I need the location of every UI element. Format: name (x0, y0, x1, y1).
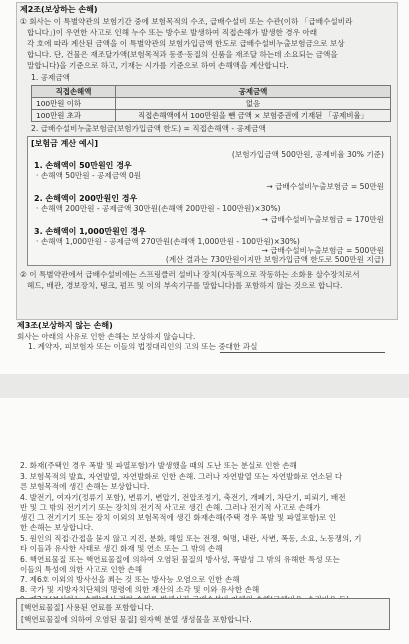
table-row (32, 98, 391, 110)
exclusion-item: 2. 화재(주택인 경우 폭발 및 파열포함)가 발생했을 때의 도난 또는 분실로 인한 손해 (20, 461, 297, 470)
calc-case-heading: 3. 손해액이 1,000만원인 경우 (34, 227, 146, 236)
exclusion-item: 른 보험목적에 생긴 손해는 보상합니다. (20, 482, 150, 491)
calc-result: → 급배수설비누출보험금 = 170만원 (261, 215, 384, 224)
article-2-paragraph-2-line: 헤드, 배관, 경보장치, 탱크, 펌프 및 이의 부속기구를 말합니다)를 포함하지 않는 것으로 합니다. (27, 281, 343, 290)
table-header-cell: 공제금액 (116, 86, 391, 98)
definition-box (16, 598, 390, 630)
definition-line: [핵연료물질에 의하여 오염된 물질] 원자핵 분열 생성물을 포함합니다. (21, 615, 252, 624)
definition-line: [핵연료물질] 사용된 연료를 포함합니다. (21, 603, 154, 612)
item-payout-formula: 2. 급배수설비누출보험금(보험가입금액 한도) = 직접손해액 - 공제금액 (31, 124, 266, 133)
table-cell: 직접손해액에서 100만원을 뺀 금액 × 보험증권에 기재된 「공제비율」 (116, 110, 391, 122)
exclusion-item: 6. 핵연료물질 또는 핵연료물질에 의하여 오염된 물질의 방사성, 폭발성 그 밖의 유해한 특성 또는 (20, 555, 340, 564)
article-2-paragraph-2-line: ② 이 특별약관에서 급배수설비에는 스프링클러 설비나 장치(자동적으로 작동하는 소화용 살수장치로서 (20, 270, 360, 279)
table-header-row (32, 86, 391, 98)
calc-basis: (보험가입금액 500만원, 공제비율 30% 기준) (231, 150, 384, 159)
divider-line (220, 352, 385, 353)
calc-case-heading: 2. 손해액이 200만원인 경우 (34, 194, 138, 203)
section-article-2 (16, 2, 398, 320)
exclusion-item: 8. 국가 및 지방자치단체의 명령에 의한 재산의 소각 및 이와 유사한 손해 (20, 585, 260, 594)
calc-line: · 손해액 1,000만원 - 공제금액 270만원(손해액 1,000만원 - 100만원)×30%) (36, 237, 300, 246)
page-gap (0, 374, 409, 398)
article-3-title: 제3조(보상하지 않는 손해) (17, 321, 113, 330)
exclusion-item: 5. 원인의 직접·간접을 묻지 않고 지진, 분화, 해일 또는 전쟁, 혁명, 내란, 사변, 폭동, 소요, 노동쟁의, 기 (20, 534, 362, 543)
table-cell: 없음 (116, 98, 391, 110)
exclusion-item: 한 손해는 보상합니다. (20, 523, 94, 532)
exclusion-item: 3. 보험목적의 발효, 자연발열, 자연발화로 인한 손해. 그러나 자연발열 또는 자연발화로 연소된 다 (20, 472, 343, 481)
article-2-paragraph-line: 각 호에 따라 계산된 금액을 이 특별약관의 보험가입금액 한도로 급배수설비누출보험금으로 보상 (27, 39, 345, 48)
table-row (32, 110, 391, 122)
exclusion-item: 4. 발전기, 여자기(정류기 포함), 변류기, 변압기, 전압조정기, 축전기, 개폐기, 차단기, 피뢰기, 배전 (20, 493, 346, 502)
calc-line: · 손해액 200만원 - 공제금액 30만원(손해액 200만원 - 100만원)×30%) (36, 204, 281, 213)
article-3-intro: 회사는 아래의 사유로 인한 손해는 보상하지 않습니다. (17, 332, 196, 341)
exclusion-item: 이들의 특성에 의한 사고로 인한 손해 (20, 565, 143, 574)
calc-case-heading: 1. 손해액이 50만원인 경우 (34, 161, 132, 170)
calc-result: → 급배수설비누출보험금 = 50만원 (266, 182, 384, 191)
calculation-example-box (27, 136, 391, 266)
item-deductible-heading: 1. 공제금액 (31, 73, 71, 82)
article-2-paragraph-line: 합니다」)이 우연한 사고로 인해 누수 또는 방수로 발생하여 직접손해가 발생한 경우 아래 (27, 28, 318, 37)
article-2-paragraph-line: ① 회사는 이 특별약관의 보험기간 중에 보험목적의 수조, 급배수설비 또는 수관(이하 「급배수설비라 (20, 17, 353, 26)
exclusion-item: 타 이들과 유사한 사태로 생긴 화재 및 연소 또는 그 밖의 손해 (20, 544, 223, 553)
article-2-paragraph-line: 합니다. 단, 건물은 재조달가액(보험목적과 동종·동질의 신품을 재조달 하는데 소요되는 금액을 (27, 50, 338, 59)
table-cell: 100만원 이하 (32, 98, 116, 110)
exclusion-item: 반 및 그 밖의 전기기기 또는 장치의 전기적 사고로 생긴 손해. 그러나 전기적 사고로 손해가 (20, 503, 321, 512)
exclusion-item: 7. 제6호 이외의 방사선을 쬐는 것 또는 방사능 오염으로 인한 손해 (20, 575, 240, 584)
article-3-item: 1. 계약자, 피보험자 또는 이들의 법정대리인의 고의 또는 중대한 과실 (28, 342, 258, 351)
deductible-table (31, 85, 391, 122)
calc-note: (계산 결과는 730만원이지만 보험가입금액 한도로 500만원 지급) (165, 255, 384, 264)
article-2-paragraph-line: 말합니다)을 기준으로 하고, 기재는 시가를 기준으로 하여 손해액을 계산합니다. (27, 61, 289, 70)
calc-title: [보험금 계산 예시] (31, 139, 98, 148)
table-header-cell: 직접손해액 (32, 86, 116, 98)
calc-result: → 급배수설비누출보험금 = 500만원 (261, 246, 384, 255)
calc-line: · 손해액 50만원 - 공제금액 0원 (36, 171, 142, 180)
exclusion-item: 생긴 그 전기기기 또는 장치 이외의 보험목적에 생긴 화재손해(주택 경우 폭발 및 파열포함)로 인 (20, 513, 337, 522)
table-cell: 100만원 초과 (32, 110, 116, 122)
article-2-title: 제2조(보상하는 손해) (20, 5, 98, 14)
